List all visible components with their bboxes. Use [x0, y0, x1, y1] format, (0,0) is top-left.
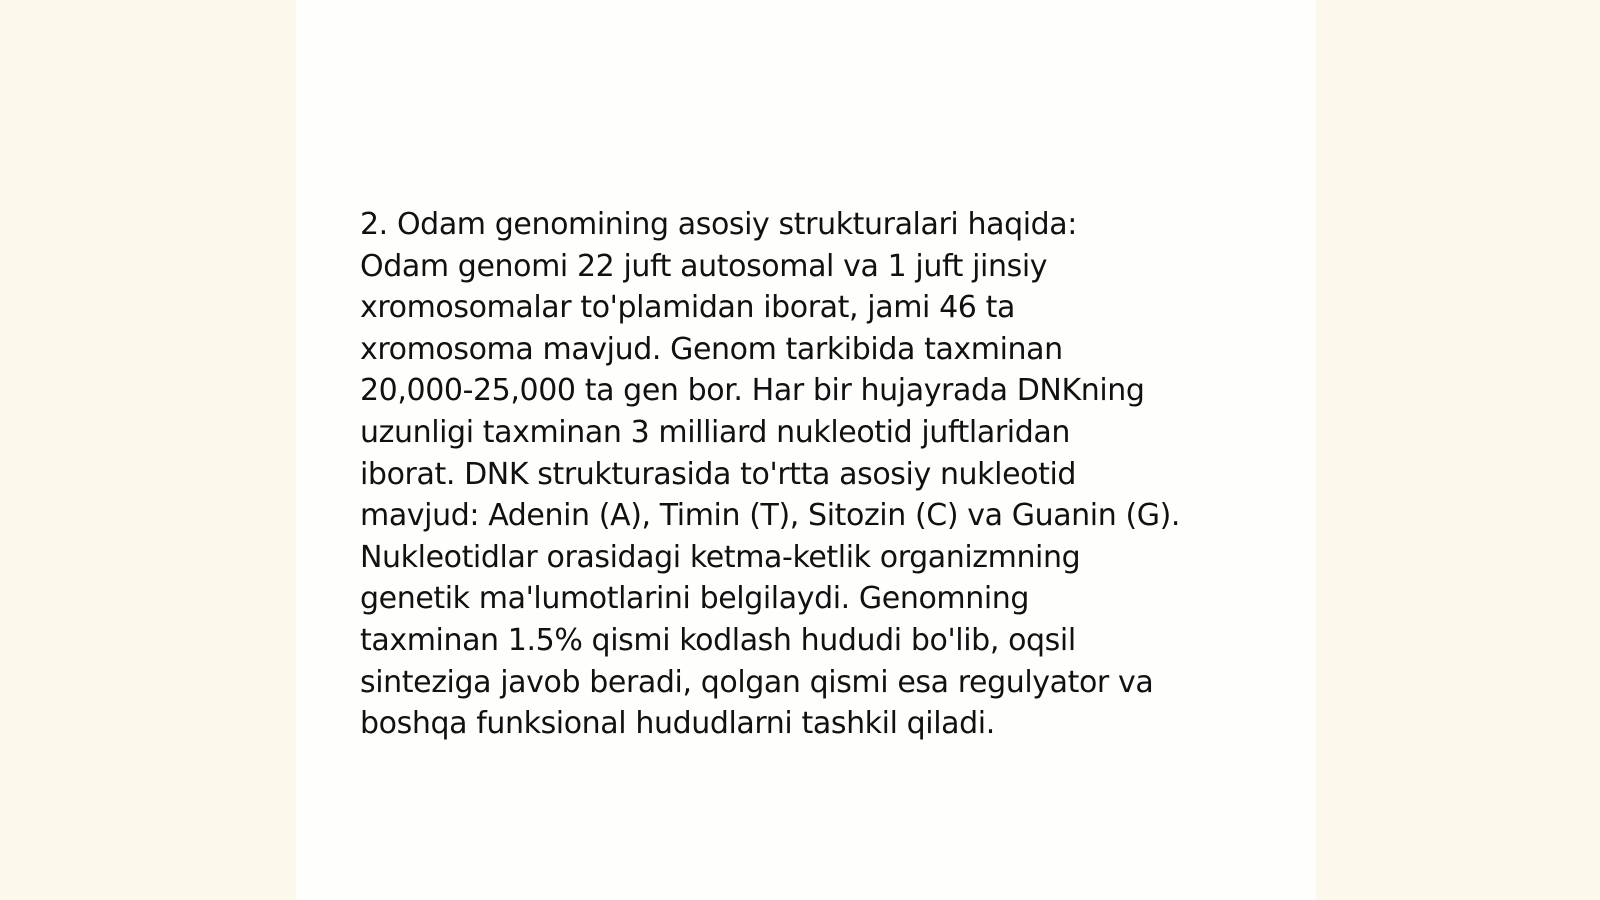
text-line: 20,000-25,000 ta gen bor. Har bir hujayrada DNKning	[360, 373, 1145, 409]
right-margin	[1316, 0, 1600, 900]
text-line: boshqa funksional hududlarni tashkil qiladi.	[360, 706, 995, 742]
text-line: Odam genomi 22 juft autosomal va 1 juft jinsiy	[360, 248, 1048, 284]
text-line: mavjud: Adenin (A), Timin (T), Sitozin (C) va Guanin (G).	[360, 498, 1181, 534]
left-margin	[0, 0, 296, 900]
text-line: 2. Odam genomining asosiy strukturalari haqida:	[360, 207, 1077, 242]
slide-canvas	[296, 0, 1316, 900]
text-line: Nukleotidlar orasidagi ketma-ketlik organizmning	[360, 539, 1081, 575]
text-line: uzunligi taxminan 3 milliard nukleotid juftlaridan	[360, 414, 1070, 450]
text-line: genetik ma'lumotlarini belgilaydi. Genomning	[360, 581, 1030, 617]
text-line: iborat. DNK strukturasida to'rtta asosiy nukleotid	[360, 456, 1077, 492]
text-line: xromosomalar to'plamidan iborat, jami 46 ta	[360, 290, 1015, 326]
text-line: sinteziga javob beradi, qolgan qismi esa regulyator va	[360, 664, 1154, 700]
slide-body-text	[360, 204, 1260, 745]
text-line: xromosoma mavjud. Genom tarkibida taxminan	[360, 331, 1063, 367]
text-line: taxminan 1.5% qismi kodlash hududi bo'lib, oqsil	[360, 622, 1076, 658]
